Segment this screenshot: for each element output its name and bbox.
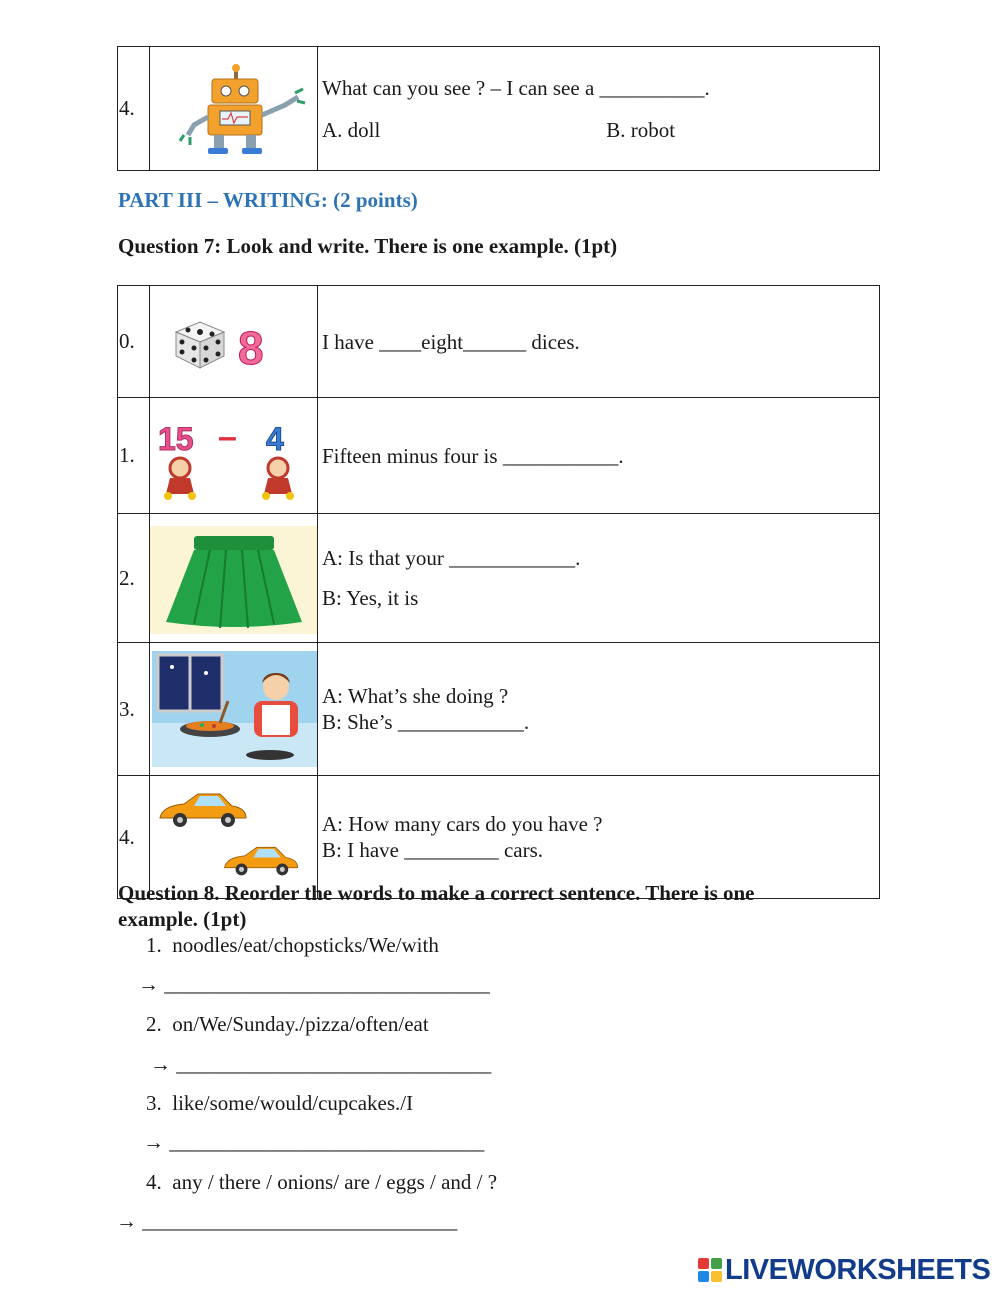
question-cell [318, 398, 880, 514]
answer-line-4[interactable]: → ______________________________ [116, 1209, 458, 1233]
answer-text: B: Yes, it is [322, 586, 419, 610]
top-question-table [117, 46, 880, 171]
logo-text: LIVEWORKSHEETS [725, 1253, 991, 1286]
liveworksheets-logo [698, 1254, 990, 1286]
question-cell [318, 643, 880, 776]
question-text: What can you see ? – I can see a __________. [322, 75, 710, 100]
q8-title-line1: Question 8. Reorder the words to make a correct sentence. There is one [118, 881, 755, 905]
logo-block [698, 1258, 709, 1269]
table-row [118, 286, 880, 398]
left-number: 15 [158, 421, 194, 457]
table-row [118, 398, 880, 514]
cooking-icon [150, 643, 318, 776]
question-text: I have ____eight______ dices. [322, 329, 580, 354]
question-cell [318, 286, 880, 398]
table-row [118, 47, 880, 171]
answer-line-2[interactable]: → ______________________________ [150, 1052, 492, 1076]
doll-left-icon [164, 458, 196, 500]
minus-sign: – [218, 418, 237, 456]
row-number: 1. [118, 398, 150, 514]
reorder-prompt-4: 4. any / there / onions/ are / eggs / and / ? [146, 1170, 498, 1194]
right-number: 4 [266, 421, 284, 457]
row-number: 2. [118, 514, 150, 643]
dice-icon [150, 286, 318, 398]
question-cell [318, 514, 880, 643]
answer-line-1[interactable]: → _______________________________ [138, 972, 490, 996]
option-a[interactable]: A. doll [322, 117, 381, 142]
row-number: 4. [118, 776, 150, 899]
logo-block [711, 1258, 722, 1269]
row-number: 0. [118, 286, 150, 398]
question-text: A: Is that your ____________. [322, 546, 581, 570]
q7-table [117, 285, 880, 899]
reorder-prompt-1: 1. noodles/eat/chopsticks/We/with [146, 933, 439, 957]
answer-line-3[interactable]: → ______________________________ [143, 1130, 485, 1154]
part3-title: PART III – WRITING: (2 points) [118, 188, 418, 212]
reorder-prompt-2: 2. on/We/Sunday./pizza/often/eat [146, 1012, 429, 1036]
answer-text: B: She’s ____________. [322, 710, 530, 734]
car-icon [225, 847, 298, 875]
car-icon [160, 794, 246, 827]
question-text: A: What’s she doing ? [322, 684, 509, 708]
table-row [118, 514, 880, 643]
question-text: Fifteen minus four is ___________. [322, 443, 624, 468]
option-b[interactable]: B. robot [606, 117, 676, 142]
reorder-prompt-3: 3. like/some/would/cupcakes./I [146, 1091, 414, 1115]
question-text: A: How many cars do you have ? [322, 812, 603, 836]
row-number: 4. [118, 47, 150, 171]
question-cell [318, 47, 880, 171]
dolls-math-icon [150, 398, 318, 514]
answer-text: B: I have _________ cars. [322, 838, 544, 862]
digit-label: 8 [238, 322, 264, 374]
row-number: 3. [118, 643, 150, 776]
q8-title-line2: example. (1pt) [118, 907, 247, 931]
q8-title [118, 880, 755, 932]
logo-block [698, 1271, 709, 1282]
logo-blocks-icon [698, 1258, 722, 1282]
q7-title: Question 7: Look and write. There is one example. (1pt) [118, 234, 618, 258]
robot-icon [150, 47, 318, 171]
logo-block [711, 1271, 722, 1282]
skirt-icon [150, 514, 318, 643]
doll-right-icon [262, 458, 294, 500]
table-row [118, 643, 880, 776]
